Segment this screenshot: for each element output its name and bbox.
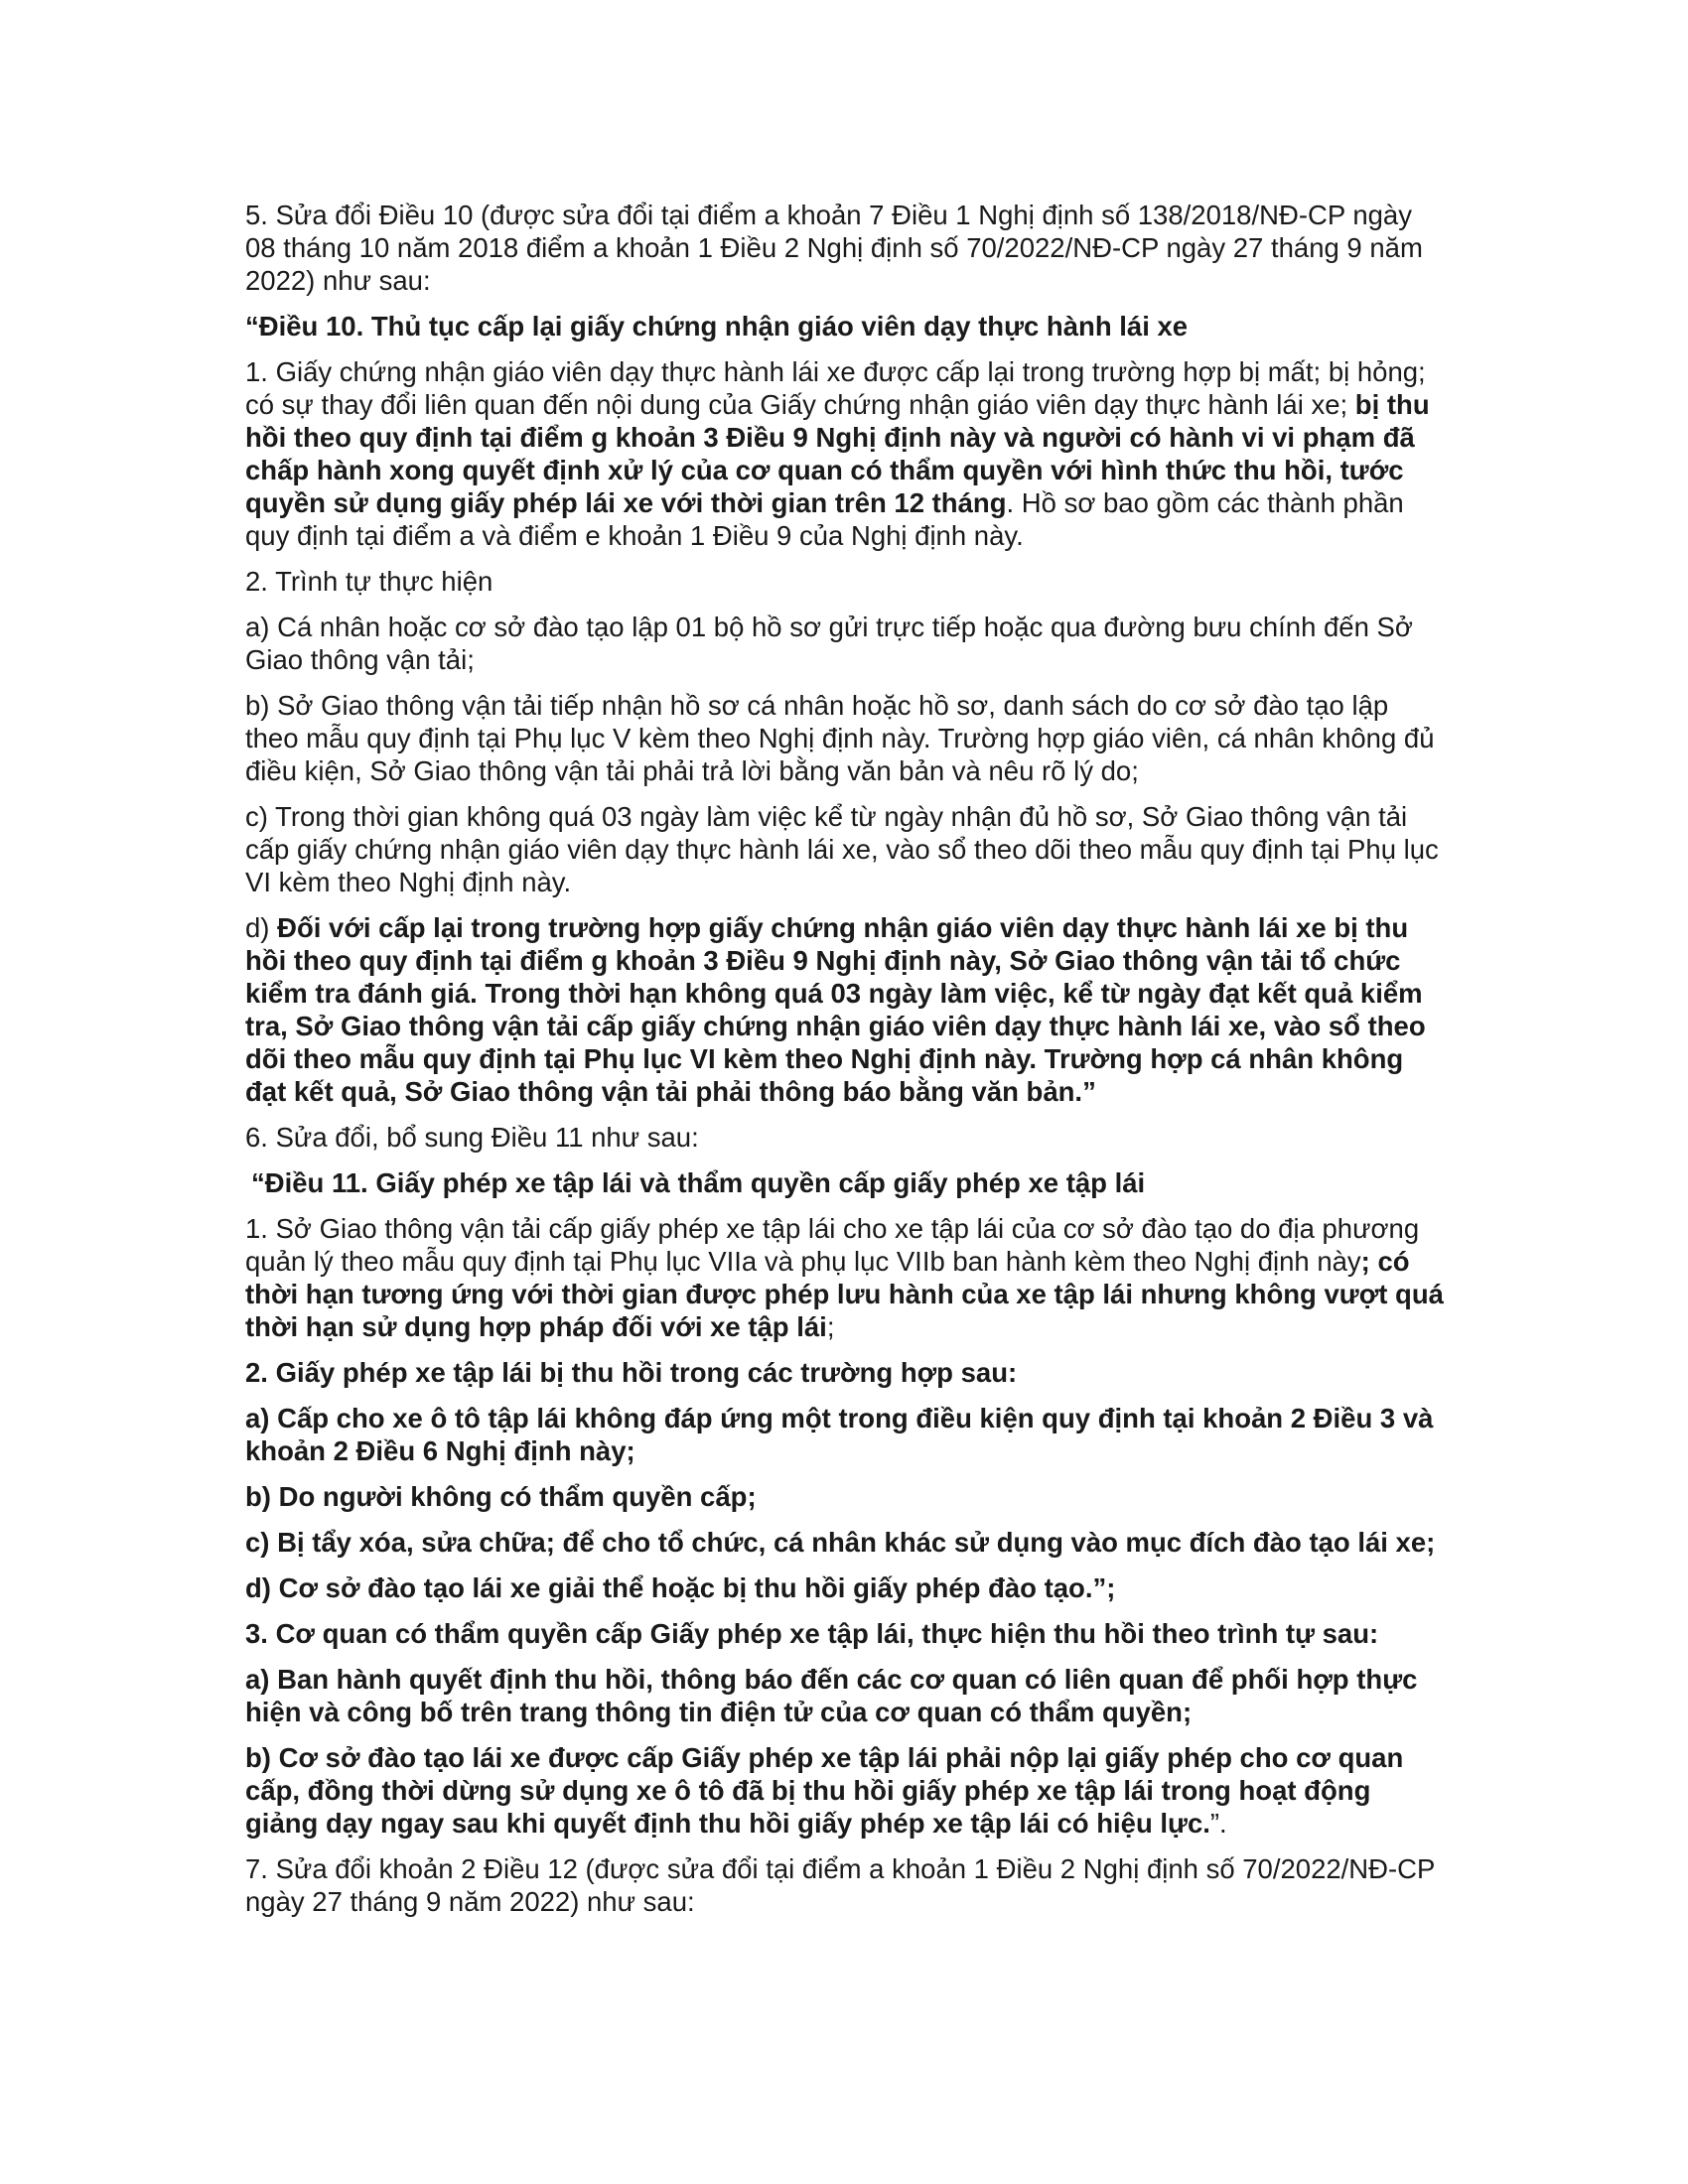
paragraph-article-10-clause-2a: a) Cá nhân hoặc cơ sở đào tạo lập 01 bộ hồ sơ gửi trực tiếp hoặc qua đường bưu chính đến Sở Giao thông vận tải; <box>245 612 1413 675</box>
paragraph-article-11-clause-2a: a) Cấp cho xe ô tô tập lái không đáp ứng một trong điều kiện quy định tại khoản 2 Điều 3 và khoản 2 Điều 6 Nghị định này; <box>245 1403 1434 1466</box>
document-page <box>245 199 1447 1931</box>
heading-article-11: “Điều 11. Giấy phép xe tập lái và thẩm quyền cấp giấy phép xe tập lái <box>251 1167 1146 1198</box>
paragraph-article-10-clause-2d: d) Đối với cấp lại trong trường hợp giấy chứng nhận giáo viên dạy thực hành lái xe bị thu hồi theo quy định tại điểm g khoản 3 Điều 9 Nghị định này, Sở Giao thông vận tải tổ chức kiểm tra đánh giá. Trong thời hạn không quá 03 ngày làm việc, kể từ ngày đạt kết quả kiểm tra, Sở Giao thông vận tải cấp giấy chứng nhận giáo viên dạy thực hành lái xe, vào sổ theo dõi theo mẫu quy định tại Phụ lục VI kèm theo Nghị định này. Trường hợp cá nhân không đạt kết quả, Sở Giao thông vận tải phải thông báo bằng văn bản.” <box>245 912 1426 1107</box>
paragraph-article-11-clause-2c: c) Bị tẩy xóa, sửa chữa; để cho tổ chức, cá nhân khác sử dụng vào mục đích đào tạo lái xe; <box>245 1527 1436 1558</box>
paragraph-article-11-clause-3a: a) Ban hành quyết định thu hồi, thông báo đến các cơ quan có liên quan để phối hợp thực hiện và công bố trên trang thông tin điện tử của cơ quan có thẩm quyền; <box>245 1664 1418 1727</box>
paragraph-article-11-clause-2: 2. Giấy phép xe tập lái bị thu hồi trong các trường hợp sau: <box>245 1357 1018 1388</box>
paragraph-amend-article-10: 5. Sửa đổi Điều 10 (được sửa đổi tại điểm a khoản 7 Điều 1 Nghị định số 138/2018/NĐ-CP ngày 08 tháng 10 năm 2018 điểm a khoản 1 Điều 2 Nghị định số 70/2022/NĐ-CP ngày 27 tháng 9 năm 2022) như sau: <box>245 200 1423 296</box>
paragraph-article-10-clause-2c: c) Trong thời gian không quá 03 ngày làm việc kể từ ngày nhận đủ hồ sơ, Sở Giao thông vận tải cấp giấy chứng nhận giáo viên dạy thực hành lái xe, vào sổ theo dõi theo mẫu quy định tại Phụ lục VI kèm theo Nghị định này. <box>245 801 1439 897</box>
paragraph-article-11-clause-2d: d) Cơ sở đào tạo lái xe giải thể hoặc bị thu hồi giấy phép đào tạo.”; <box>245 1572 1116 1603</box>
heading-article-10: “Điều 10. Thủ tục cấp lại giấy chứng nhận giáo viên dạy thực hành lái xe <box>245 311 1189 341</box>
paragraph-article-11-clause-3b: b) Cơ sở đào tạo lái xe được cấp Giấy phép xe tập lái phải nộp lại giấy phép cho cơ quan cấp, đồng thời dừng sử dụng xe ô tô đã bị thu hồi giấy phép xe tập lái trong hoạt động giảng dạy ngay sau khi quyết định thu hồi giấy phép xe tập lái có hiệu lực.”. <box>245 1742 1404 1839</box>
paragraph-article-10-clause-2b: b) Sở Giao thông vận tải tiếp nhận hồ sơ cá nhân hoặc hồ sơ, danh sách do cơ sở đào tạo lập theo mẫu quy định tại Phụ lục V kèm theo Nghị định này. Trường hợp giáo viên, cá nhân không đủ điều kiện, Sở Giao thông vận tải phải trả lời bằng văn bản và nêu rõ lý do; <box>245 690 1435 786</box>
paragraph-amend-article-11: 6. Sửa đổi, bổ sung Điều 11 như sau: <box>245 1122 699 1153</box>
paragraph-amend-article-12: 7. Sửa đổi khoản 2 Điều 12 (được sửa đổi tại điểm a khoản 1 Điều 2 Nghị định số 70/2022/NĐ-CP ngày 27 tháng 9 năm 2022) như sau: <box>245 1853 1435 1917</box>
paragraph-article-11-clause-2b: b) Do người không có thẩm quyền cấp; <box>245 1481 757 1512</box>
paragraph-article-10-clause-2: 2. Trình tự thực hiện <box>245 566 493 597</box>
paragraph-article-11-clause-1: 1. Sở Giao thông vận tải cấp giấy phép xe tập lái cho xe tập lái của cơ sở đào tạo do địa phương quản lý theo mẫu quy định tại Phụ lục VIIa và phụ lục VIIb ban hành kèm theo Nghị định này; có thời hạn tương ứng với thời gian được phép lưu hành của xe tập lái nhưng không vượt quá thời hạn sử dụng hợp pháp đối với xe tập lái; <box>245 1213 1444 1342</box>
paragraph-article-10-clause-1: 1. Giấy chứng nhận giáo viên dạy thực hành lái xe được cấp lại trong trường hợp bị mất; bị hỏng; có sự thay đổi liên quan đến nội dung của Giấy chứng nhận giáo viên dạy thực hành lái xe; bị thu hồi theo quy định tại điểm g khoản 3 Điều 9 Nghị định này và người có hành vi vi phạm đã chấp hành xong quyết định xử lý của cơ quan có thẩm quyền với hình thức thu hồi, tước quyền sử dụng giấy phép lái xe với thời gian trên 12 tháng. Hồ sơ bao gồm các thành phần quy định tại điểm a và điểm e khoản 1 Điều 9 của Nghị định này. <box>245 356 1430 551</box>
paragraph-article-11-clause-3: 3. Cơ quan có thẩm quyền cấp Giấy phép xe tập lái, thực hiện thu hồi theo trình tự sau: <box>245 1618 1379 1649</box>
